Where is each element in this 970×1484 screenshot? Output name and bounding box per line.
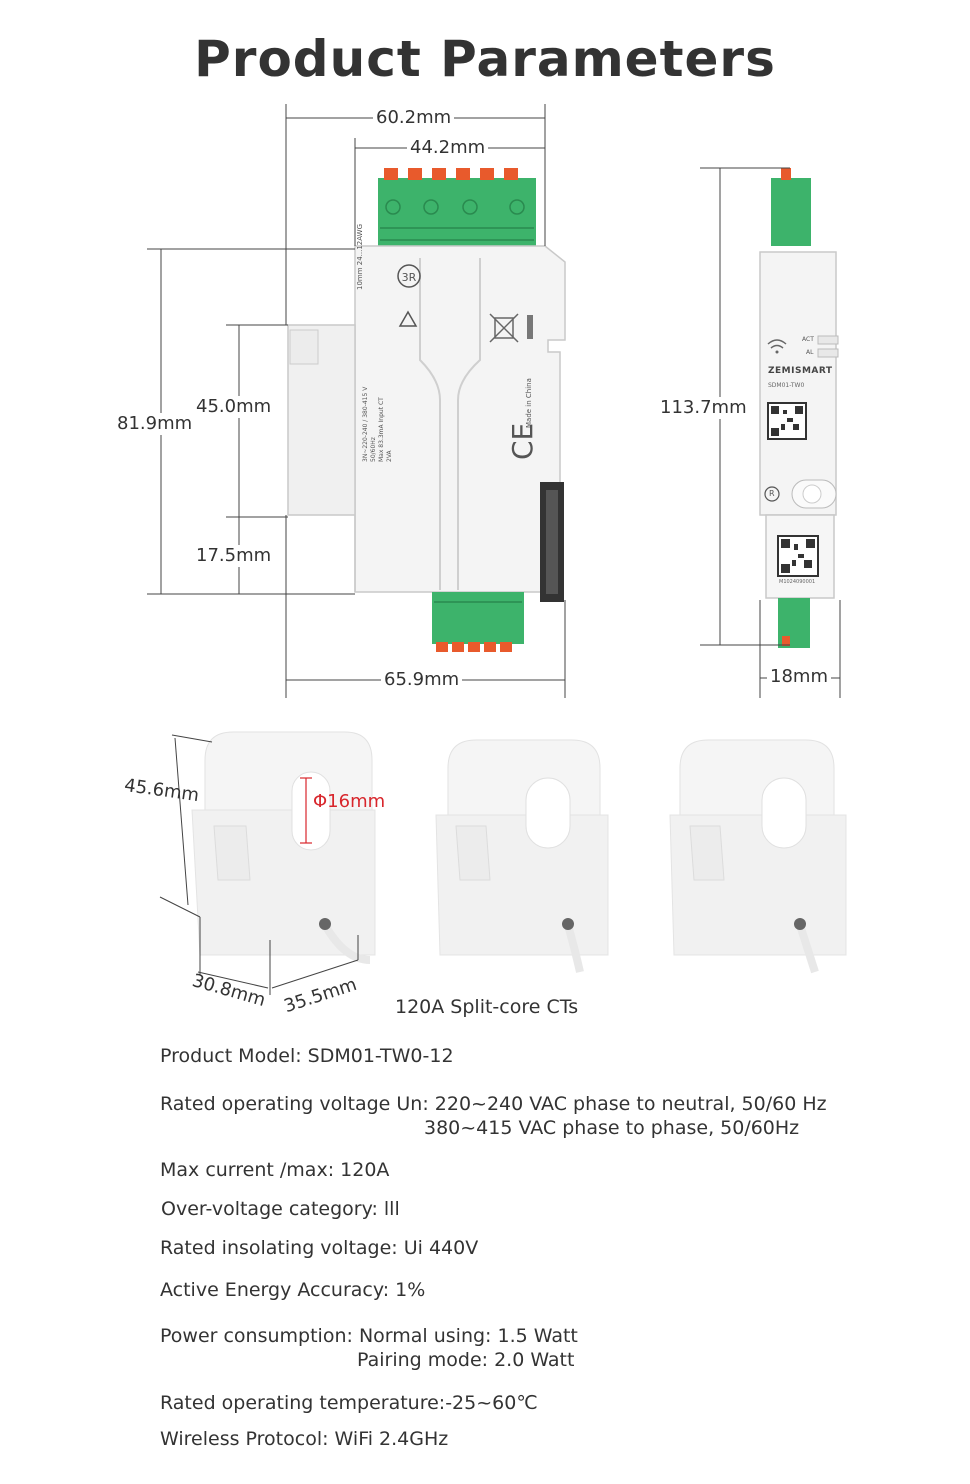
spec-wireless: Wireless Protocol: WiFi 2.4GHz [160, 1428, 449, 1450]
spec-accuracy: Active Energy Accuracy: 1% [160, 1279, 426, 1301]
spec-overvoltage: Over-voltage category: lll [161, 1198, 400, 1220]
dim-side-width: 18mm [767, 666, 831, 688]
spec-voltage [160, 1092, 827, 1140]
dim-ct-height: 45.6mm [122, 774, 201, 807]
spec-voltage-line1: Rated operating voltage Un: 220~240 VAC phase to neutral, 50/60 Hz [160, 1093, 827, 1115]
page-title: Product Parameters [194, 30, 776, 88]
ct-sensor-1 [192, 732, 375, 960]
spec-power-line2: Pairing mode: 2.0 Watt [357, 1349, 575, 1371]
dim-terminal-width: 44.2mm [407, 137, 488, 159]
spec-insulating: Rated insolating voltage: Ui 440V [160, 1237, 479, 1259]
bottom-terminal-block [432, 592, 524, 644]
spec-temperature: Rated operating temperature:-25~60℃ [160, 1392, 538, 1414]
rating-label: 3N~220-240 / 380-415 V 50/60Hz Max 83.3mA Input CT 2VA [362, 386, 393, 462]
dim-width-bottom: 65.9mm [381, 669, 462, 691]
wire-spec-label: 10mm 24...12AWG [356, 223, 364, 290]
side-model-label: SDM01-TW0 [768, 382, 805, 389]
ct-sensor-2 [436, 740, 608, 972]
al-led-label: AL [806, 349, 814, 356]
act-led-label: ACT [802, 336, 814, 343]
svg-text:CE: CE [506, 422, 539, 460]
spec-power [160, 1324, 578, 1372]
dim-ct-hole: Φ16mm [313, 791, 386, 812]
dim-side-height: 113.7mm [657, 397, 750, 419]
spec-voltage-line2: 380~415 VAC phase to phase, 50/60Hz [424, 1117, 800, 1139]
spec-max-current: Max current /max: 120A [160, 1159, 390, 1181]
serial-label: M1024090001 [779, 579, 816, 585]
spec-model: Product Model: SDM01-TW0-12 [160, 1045, 454, 1067]
brand-label: ZEMISMART [768, 366, 833, 376]
meter-front-view [288, 168, 565, 652]
dim-ct-width: 35.5mm [281, 973, 360, 1018]
ct-caption: 120A Split-core CTs [395, 996, 579, 1018]
spec-power-line1: Power consumption: Normal using: 1.5 Watt [160, 1325, 578, 1347]
dim-height-low: 17.5mm [193, 545, 274, 567]
svg-text:3R: 3R [401, 271, 417, 284]
dim-height-mid: 45.0mm [193, 396, 274, 418]
dim-width-top: 60.2mm [373, 107, 454, 129]
registered-mark: R [769, 489, 775, 498]
dim-height-total: 81.9mm [114, 413, 195, 435]
ct-sensor-3 [670, 740, 846, 972]
made-in-label: Made in China [525, 378, 533, 428]
meter-side-view [760, 168, 838, 648]
dim-ct-depth: 30.8mm [189, 970, 268, 1011]
